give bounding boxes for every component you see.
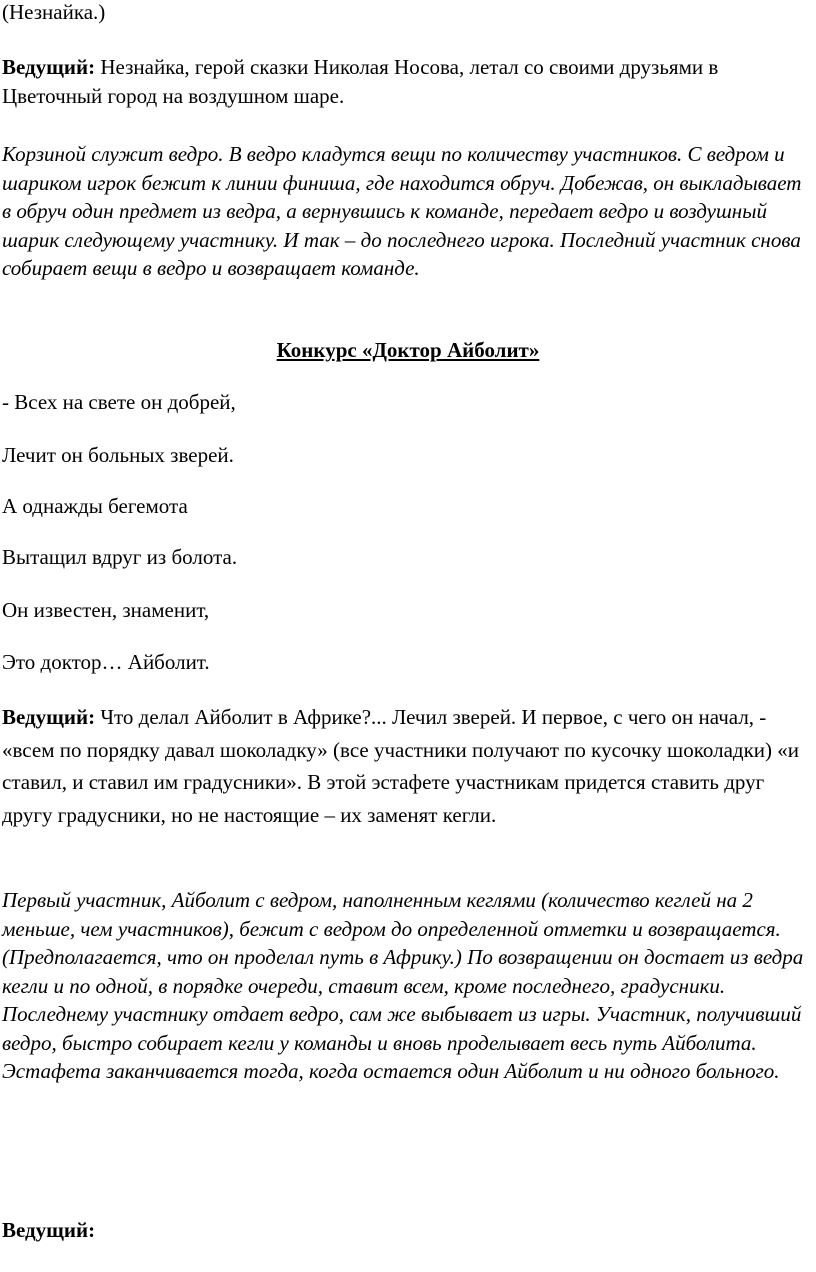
poem-line: Он известен, знаменит, [2, 598, 210, 622]
host-paragraph-2-text: Что делал Айболит в Африке?... Лечил зверей. И первое, с чего он начал, - «всем по порядку давал шоколадку» (все участники получают по кусочку шоколадки) «и ставил, и ставил им градусники». В этой эстафете участникам придется ставить друг другу градусники, но не настоящие – их заменят кегли. [2, 705, 799, 827]
instructions-paragraph-2: Первый участник, Айболит с ведром, наполненным кеглями (количество кеглей на 2 меньше, чем участников), бежит с ведром до определенной отметки и возвращается. (Предполагается, что он проделал путь в Африку.) По возвращении он достает из ведра кегли и по одной, в порядке очереди, ставит всем, кроме последнего, градусники. Последнему участнику отдает ведро, сам же выбывает из игры. Участник, получивший ведро, быстро собирает кегли у команды и вновь проделывает весь путь Айболита. Эстафета заканчивается тогда, когда остается один Айболит и ни одного больного. [2, 888, 804, 1083]
host-paragraph-1-text: Незнайка, герой сказки Николая Носова, летал со своими друзьями в Цветочный город на воздушном шаре. [2, 55, 719, 108]
speaker-label: Ведущий: [2, 705, 96, 729]
poem-line: Лечит он больных зверей. [2, 443, 234, 467]
poem-line: Вытащил вдруг из болота. [2, 545, 238, 569]
contest-heading: Конкурс «Доктор Айболит» [276, 338, 540, 362]
poem-line: Это доктор… Айболит. [2, 650, 210, 674]
host-paragraph-2 [2, 701, 814, 831]
poem-line: А однажды бегемота [2, 494, 188, 518]
poem-line: - Всех на свете он добрей, [2, 390, 236, 414]
instructions-paragraph-1: Корзиной служит ведро. В ведро кладутся вещи по количеству участников. С ведром и шариком игрок бежит к линии финиша, где находится обруч. Добежав, он выкладывает в обруч один предмет из ведра, а вернувшись к команде, передает ведро и воздушный шарик следующему участнику. И так – до последнего игрока. Последний участник снова собирает вещи в ведро и возвращает команде. [2, 142, 802, 280]
speaker-label: Ведущий: [2, 55, 96, 79]
host-paragraph-1 [2, 53, 814, 111]
intro-line: (Незнайка.) [2, 0, 106, 24]
speaker-label-final: Ведущий: [2, 1218, 96, 1242]
